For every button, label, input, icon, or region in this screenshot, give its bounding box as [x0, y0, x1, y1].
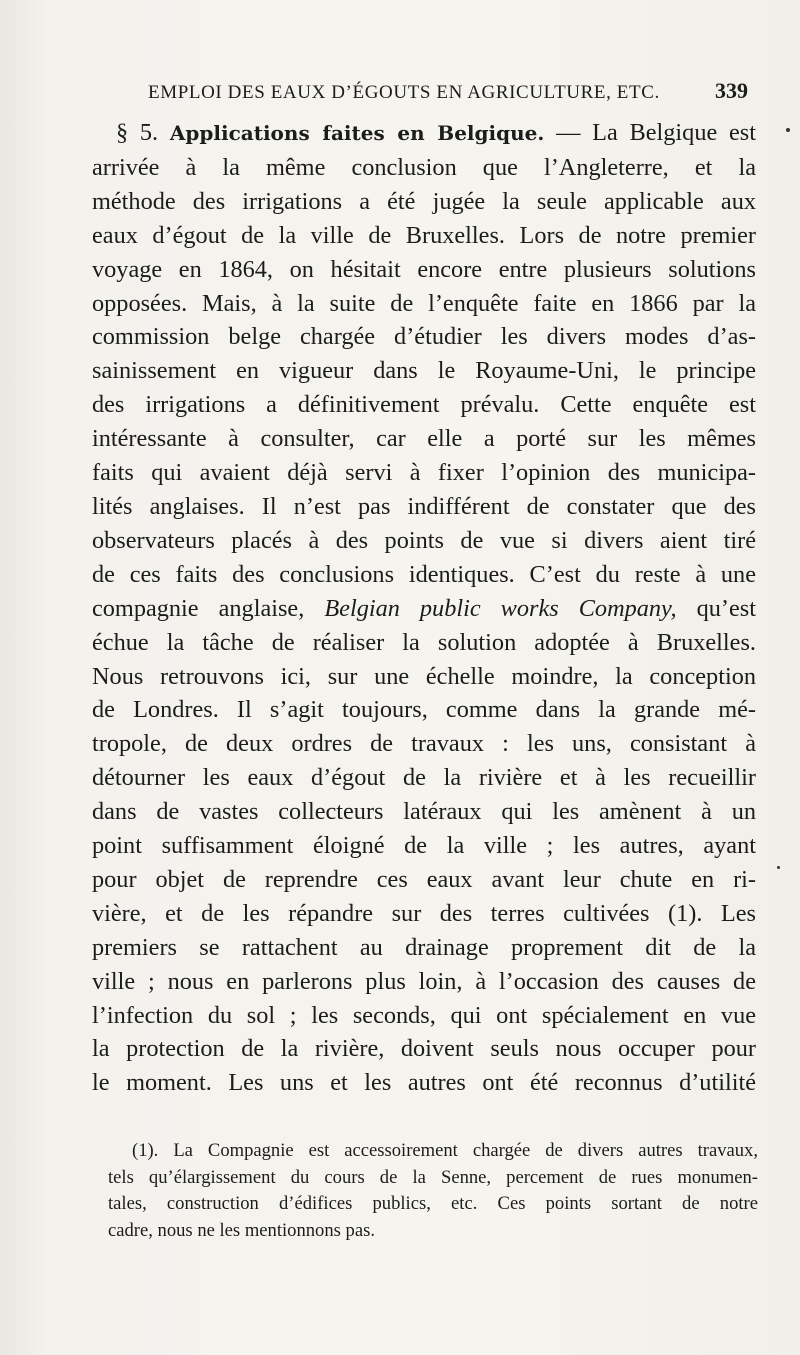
text-line: de Londres. Il s’agit toujours, comme dans la grande mé-	[92, 696, 756, 724]
text-line: la protection de la rivière, doivent seuls nous occuper pour	[92, 1035, 756, 1063]
company-name: Belgian public works Company,	[324, 594, 677, 622]
section-first-line-rest: — La Belgique est	[556, 119, 757, 146]
text-line: commission belge chargée d’étudier les divers modes d’as-	[92, 323, 756, 351]
text-line: voyage en 1864, on hésitait encore entre plusieurs solutions	[92, 255, 756, 283]
text-line: de ces faits des conclusions identiques. C’est du reste à une	[92, 560, 756, 588]
text-line: observateurs placés à des points de vue si divers aient tiré	[92, 526, 756, 554]
text-line: eaux d’égout de la ville de Bruxelles. Lors de notre premier	[92, 221, 756, 249]
footnote-text: La Compagnie est accessoirement chargée de divers autres travaux,	[173, 1140, 758, 1161]
text-line: l’infection du sol ; les seconds, qui ont spécialement en vue	[92, 1001, 756, 1029]
text-line: dans de vastes collecteurs latéraux qui les amènent à un	[92, 798, 756, 826]
text-line: faits qui avaient déjà servi à fixer l’opinion des municipa-	[92, 459, 756, 487]
text-line: sainissement en vigueur dans le Royaume-Uni, le principe	[92, 357, 756, 385]
text-line: détourner les eaux d’égout de la rivière et à les recueillir	[92, 764, 756, 792]
text-line: point suffisamment éloigné de la ville ; les autres, ayant	[92, 832, 756, 860]
main-text	[92, 116, 756, 1100]
text-line: premiers se rattachent au drainage proprement dit de la	[92, 933, 756, 961]
text-line: échue la tâche de réaliser la solution adoptée à Bruxelles.	[92, 628, 756, 656]
running-title: EMPLOI DES EAUX D’ÉGOUTS EN AGRICULTURE, ETC.	[148, 82, 660, 103]
section-title: Applications faites en Belgique.	[169, 121, 545, 145]
text-line: intéressante à consulter, car elle a porté sur les mêmes	[92, 425, 756, 453]
text-line: Nous retrouvons ici, sur une échelle moindre, la conception	[92, 662, 756, 690]
text-line: vière, et de les répandre sur des terres cultivées (1). Les	[92, 899, 756, 927]
text-line: arrivée à la même conclusion que l’Angleterre, et la	[92, 153, 756, 181]
footnote-marker: (1).	[132, 1140, 159, 1161]
footnote-line	[108, 1138, 758, 1165]
footnote	[108, 1138, 758, 1244]
text-line: ville ; nous en parlerons plus loin, à l’occasion des causes de	[92, 967, 756, 995]
footnote-line: tales, construction d’édifices publics, etc. Ces points sortant de notre	[108, 1193, 758, 1215]
ink-speck	[786, 128, 790, 132]
text-line: lités anglaises. Il n’est pas indifférent de constater que des	[92, 492, 756, 520]
italic-line-before: compagnie anglaise,	[92, 594, 325, 622]
italic-line-after: qu’est	[676, 594, 756, 622]
text-line: opposées. Mais, à la suite de l’enquête faite en 1866 par la	[92, 289, 756, 317]
section-number: § 5.	[116, 119, 159, 146]
ink-speck	[777, 866, 780, 869]
text-line: des irrigations a définitivement prévalu. Cette enquête est	[92, 391, 756, 419]
text-line: pour objet de reprendre ces eaux avant leur chute en ri-	[92, 865, 756, 893]
section-first-line	[92, 116, 756, 151]
text-line: méthode des irrigations a été jugée la seule applicable aux	[92, 187, 756, 215]
footnote-line: tels qu’élargissement du cours de la Senne, percement de rues monumen-	[108, 1166, 758, 1188]
text-line-with-italic	[92, 592, 756, 626]
text-line: tropole, de deux ordres de travaux : les uns, consistant à	[92, 730, 756, 758]
text-line: le moment. Les uns et les autres ont été reconnus d’utilité	[92, 1069, 756, 1097]
page-number: 339	[715, 78, 748, 103]
footnote-line: cadre, nous ne les mentionnons pas.	[108, 1219, 375, 1241]
page-header	[148, 78, 748, 104]
